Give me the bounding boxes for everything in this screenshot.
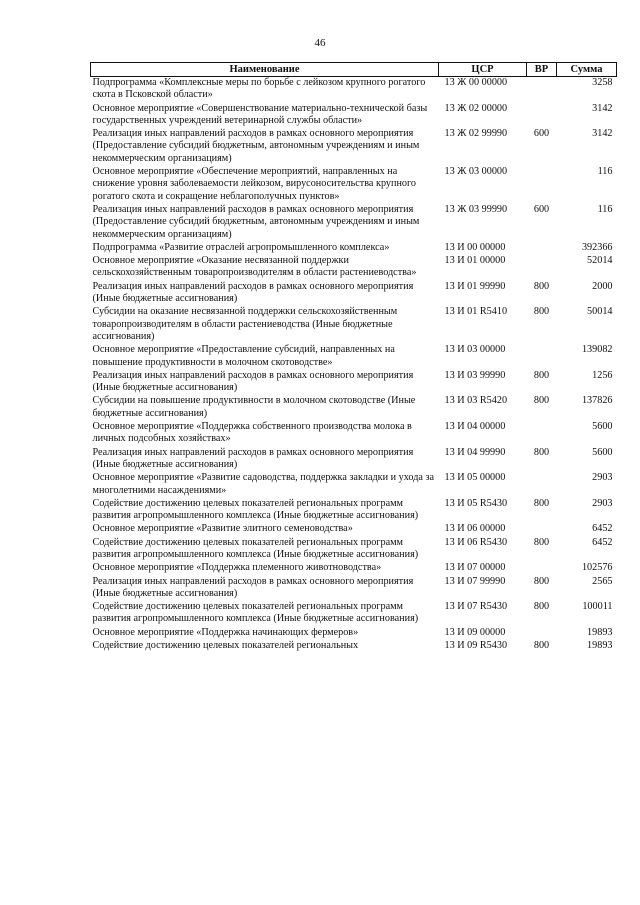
table-row — [91, 102, 617, 128]
cell-csr: 13 И 06 R5430 — [444, 536, 508, 548]
table-row — [91, 420, 617, 446]
table-row — [91, 77, 617, 102]
table-row — [91, 471, 617, 497]
header-csr: ЦСР — [439, 63, 527, 77]
cell-csr: 13 И 03 R5420 — [444, 395, 508, 407]
header-sum: Сумма — [557, 63, 617, 77]
cell-sum: 3142 — [592, 102, 613, 114]
table-row — [91, 369, 617, 395]
cell-sum: 116 — [597, 166, 613, 178]
cell-name: Субсидии на оказание несвязанной поддержки сельскохозяйственным товаропроизводителям в области растениеводства (Иные бюджетные ассигнования) — [92, 306, 398, 342]
budget-table — [90, 62, 617, 652]
cell-sum: 1256 — [592, 369, 613, 381]
cell-sum: 116 — [597, 203, 613, 215]
cell-name: Основное мероприятие «Предоставление субсидий, направленных на повышение продуктивности в молочном скотоводстве» — [92, 344, 395, 368]
table-row — [91, 575, 617, 601]
cell-name: Реализация иных направлений расходов в рамках основного мероприятия (Иные бюджетные ассигнования) — [92, 280, 414, 305]
cell-sum: 52014 — [587, 255, 613, 267]
header-name: Наименование — [91, 63, 439, 77]
cell-name: Содействие достижению целевых показателей региональных программ развития агропромышленного комплекса (Иные бюджетные ассигнования) — [92, 601, 419, 625]
table-row — [91, 165, 617, 203]
page-number: 46 — [314, 37, 326, 49]
cell-vr: 800 — [533, 497, 550, 509]
cell-sum: 5600 — [592, 446, 613, 458]
cell-name: Реализация иных направлений расходов в рамках основного мероприятия (Предоставление субсидий бюджетным, автономным учреждениям и иным некоммерческим организациям) — [92, 203, 420, 240]
cell-sum: 102576 — [581, 562, 613, 574]
table-row — [91, 561, 617, 574]
cell-vr — [527, 102, 557, 128]
cell-csr: 13 И 07 00000 — [444, 562, 506, 574]
cell-vr: 800 — [533, 575, 550, 587]
cell-csr: 13 Ж 03 99990 — [444, 203, 508, 215]
cell-name: Основное мероприятие «Поддержка племенного животноводства» — [92, 562, 382, 574]
cell-sum: 5600 — [592, 421, 613, 433]
table-row — [91, 394, 617, 420]
cell-csr: 13 Ж 02 99990 — [444, 128, 508, 140]
cell-name: Основное мероприятие «Совершенствование материально-технической базы государственных учреждений ветеринарной службы области» — [92, 102, 428, 126]
cell-vr: 800 — [533, 536, 550, 548]
cell-sum: 50014 — [587, 306, 613, 318]
cell-name: Основное мероприятие «Развитие садоводства, поддержка закладки и ухода за многолетними насаждениями» — [92, 472, 435, 496]
cell-csr: 13 И 00 00000 — [444, 241, 506, 253]
cell-csr: 13 И 01 R5410 — [444, 306, 508, 318]
cell-vr — [527, 522, 557, 535]
table-row — [91, 305, 617, 343]
cell-csr: 13 Ж 02 00000 — [444, 102, 508, 114]
cell-csr: 13 Ж 03 00000 — [444, 166, 508, 178]
cell-name: Подпрограмма «Развитие отраслей агропромышленного комплекса» — [92, 241, 390, 253]
cell-name: Содействие достижению целевых показателей региональных программ развития агропромышленного комплекса (Иные бюджетные ассигнования) — [92, 536, 419, 560]
cell-csr: 13 И 07 R5430 — [444, 601, 508, 613]
cell-sum: 3142 — [592, 128, 613, 140]
table-row — [91, 600, 617, 626]
table-row — [91, 522, 617, 535]
cell-vr — [527, 241, 557, 254]
cell-csr: 13 И 09 00000 — [444, 626, 506, 638]
cell-sum: 2565 — [592, 575, 613, 587]
table-body — [91, 77, 617, 653]
cell-csr: 13 Ж 00 00000 — [444, 77, 508, 88]
table-row — [91, 343, 617, 369]
cell-sum: 6452 — [592, 536, 613, 548]
cell-vr — [527, 420, 557, 446]
cell-vr — [527, 561, 557, 574]
cell-vr — [527, 77, 557, 102]
cell-sum: 139082 — [581, 344, 613, 356]
cell-csr: 13 И 07 99990 — [444, 575, 506, 587]
cell-name: Основное мероприятие «Обеспечение мероприятий, направленных на снижение уровня заболеваемости лейкозом, вирусоносительства крупного рогатого скота и сокращение неблагополучных пунктов» — [92, 166, 417, 202]
cell-sum: 392366 — [581, 241, 613, 253]
cell-vr — [527, 471, 557, 497]
cell-sum: 3258 — [592, 77, 613, 88]
table-header-row — [91, 63, 617, 77]
cell-sum: 137826 — [581, 395, 613, 407]
cell-name: Реализация иных направлений расходов в рамках основного мероприятия (Иные бюджетные ассигнования) — [92, 446, 414, 470]
cell-name: Реализация иных направлений расходов в рамках основного мероприятия (Предоставление субсидий бюджетным, автономным учреждениям и иным некоммерческим организациям) — [92, 128, 420, 164]
cell-sum: 19893 — [587, 626, 613, 638]
table-row — [91, 203, 617, 241]
cell-name: Основное мероприятие «Поддержка собственного производства молока в личных подсобных хозяйствах» — [92, 421, 412, 445]
cell-csr: 13 И 05 R5430 — [444, 497, 508, 509]
cell-sum: 2000 — [592, 280, 613, 292]
cell-vr — [527, 626, 557, 639]
cell-csr: 13 И 04 99990 — [444, 446, 506, 458]
cell-vr — [527, 343, 557, 369]
cell-name: Реализация иных направлений расходов в рамках основного мероприятия (Иные бюджетные ассигнования) — [92, 369, 414, 394]
table-row — [91, 254, 617, 280]
cell-csr: 13 И 01 99990 — [444, 280, 506, 292]
table-row — [91, 497, 617, 523]
cell-csr: 13 И 06 00000 — [444, 523, 506, 535]
cell-name: Субсидии на повышение продуктивности в молочном скотоводстве (Иные бюджетные ассигнования) — [92, 395, 416, 419]
table-row — [91, 639, 617, 652]
cell-vr: 600 — [533, 203, 550, 215]
cell-sum: 6452 — [592, 523, 613, 535]
cell-name: Реализация иных направлений расходов в рамках основного мероприятия (Иные бюджетные ассигнования) — [92, 575, 414, 599]
cell-vr: 800 — [533, 369, 550, 381]
cell-vr: 800 — [533, 395, 550, 407]
cell-csr: 13 И 09 R5430 — [444, 640, 508, 652]
cell-name: Основное мероприятие «Поддержка начинающих фермеров» — [92, 626, 359, 638]
header-vr: ВР — [527, 63, 557, 77]
cell-vr — [527, 165, 557, 203]
cell-sum: 2903 — [592, 497, 613, 509]
cell-vr: 800 — [533, 446, 550, 458]
cell-sum: 19893 — [587, 640, 613, 652]
cell-name: Содействие достижению целевых показателей региональных программ развития агропромышленного комплекса (Иные бюджетные ассигнования) — [92, 497, 419, 522]
cell-vr: 800 — [533, 601, 550, 613]
table-row — [91, 127, 617, 165]
cell-sum: 100011 — [582, 601, 613, 613]
table-row — [91, 626, 617, 639]
cell-vr: 800 — [533, 640, 550, 652]
table-row — [91, 446, 617, 472]
cell-vr: 800 — [533, 306, 550, 318]
cell-name: Подпрограмма «Комплексные меры по борьбе с лейкозом крупного рогатого скота в Псковской области» — [92, 77, 426, 101]
cell-name: Содействие достижению целевых показателей региональных — [92, 640, 359, 652]
cell-csr: 13 И 03 00000 — [444, 344, 506, 356]
cell-csr: 13 И 03 99990 — [444, 369, 506, 381]
cell-csr: 13 И 04 00000 — [444, 421, 506, 433]
cell-sum: 2903 — [592, 472, 613, 484]
table-row — [91, 536, 617, 562]
table-row — [91, 280, 617, 306]
cell-name: Основное мероприятие «Оказание несвязанной поддержки сельскохозяйственным товаропроизводителям в области растениеводства» — [92, 255, 417, 279]
cell-vr: 600 — [533, 128, 550, 140]
cell-vr: 800 — [533, 280, 550, 292]
table-row — [91, 241, 617, 254]
cell-csr: 13 И 05 00000 — [444, 472, 506, 484]
cell-vr — [527, 254, 557, 280]
cell-csr: 13 И 01 00000 — [444, 255, 506, 267]
cell-name: Основное мероприятие «Развитие элитного семеноводства» — [92, 523, 353, 535]
